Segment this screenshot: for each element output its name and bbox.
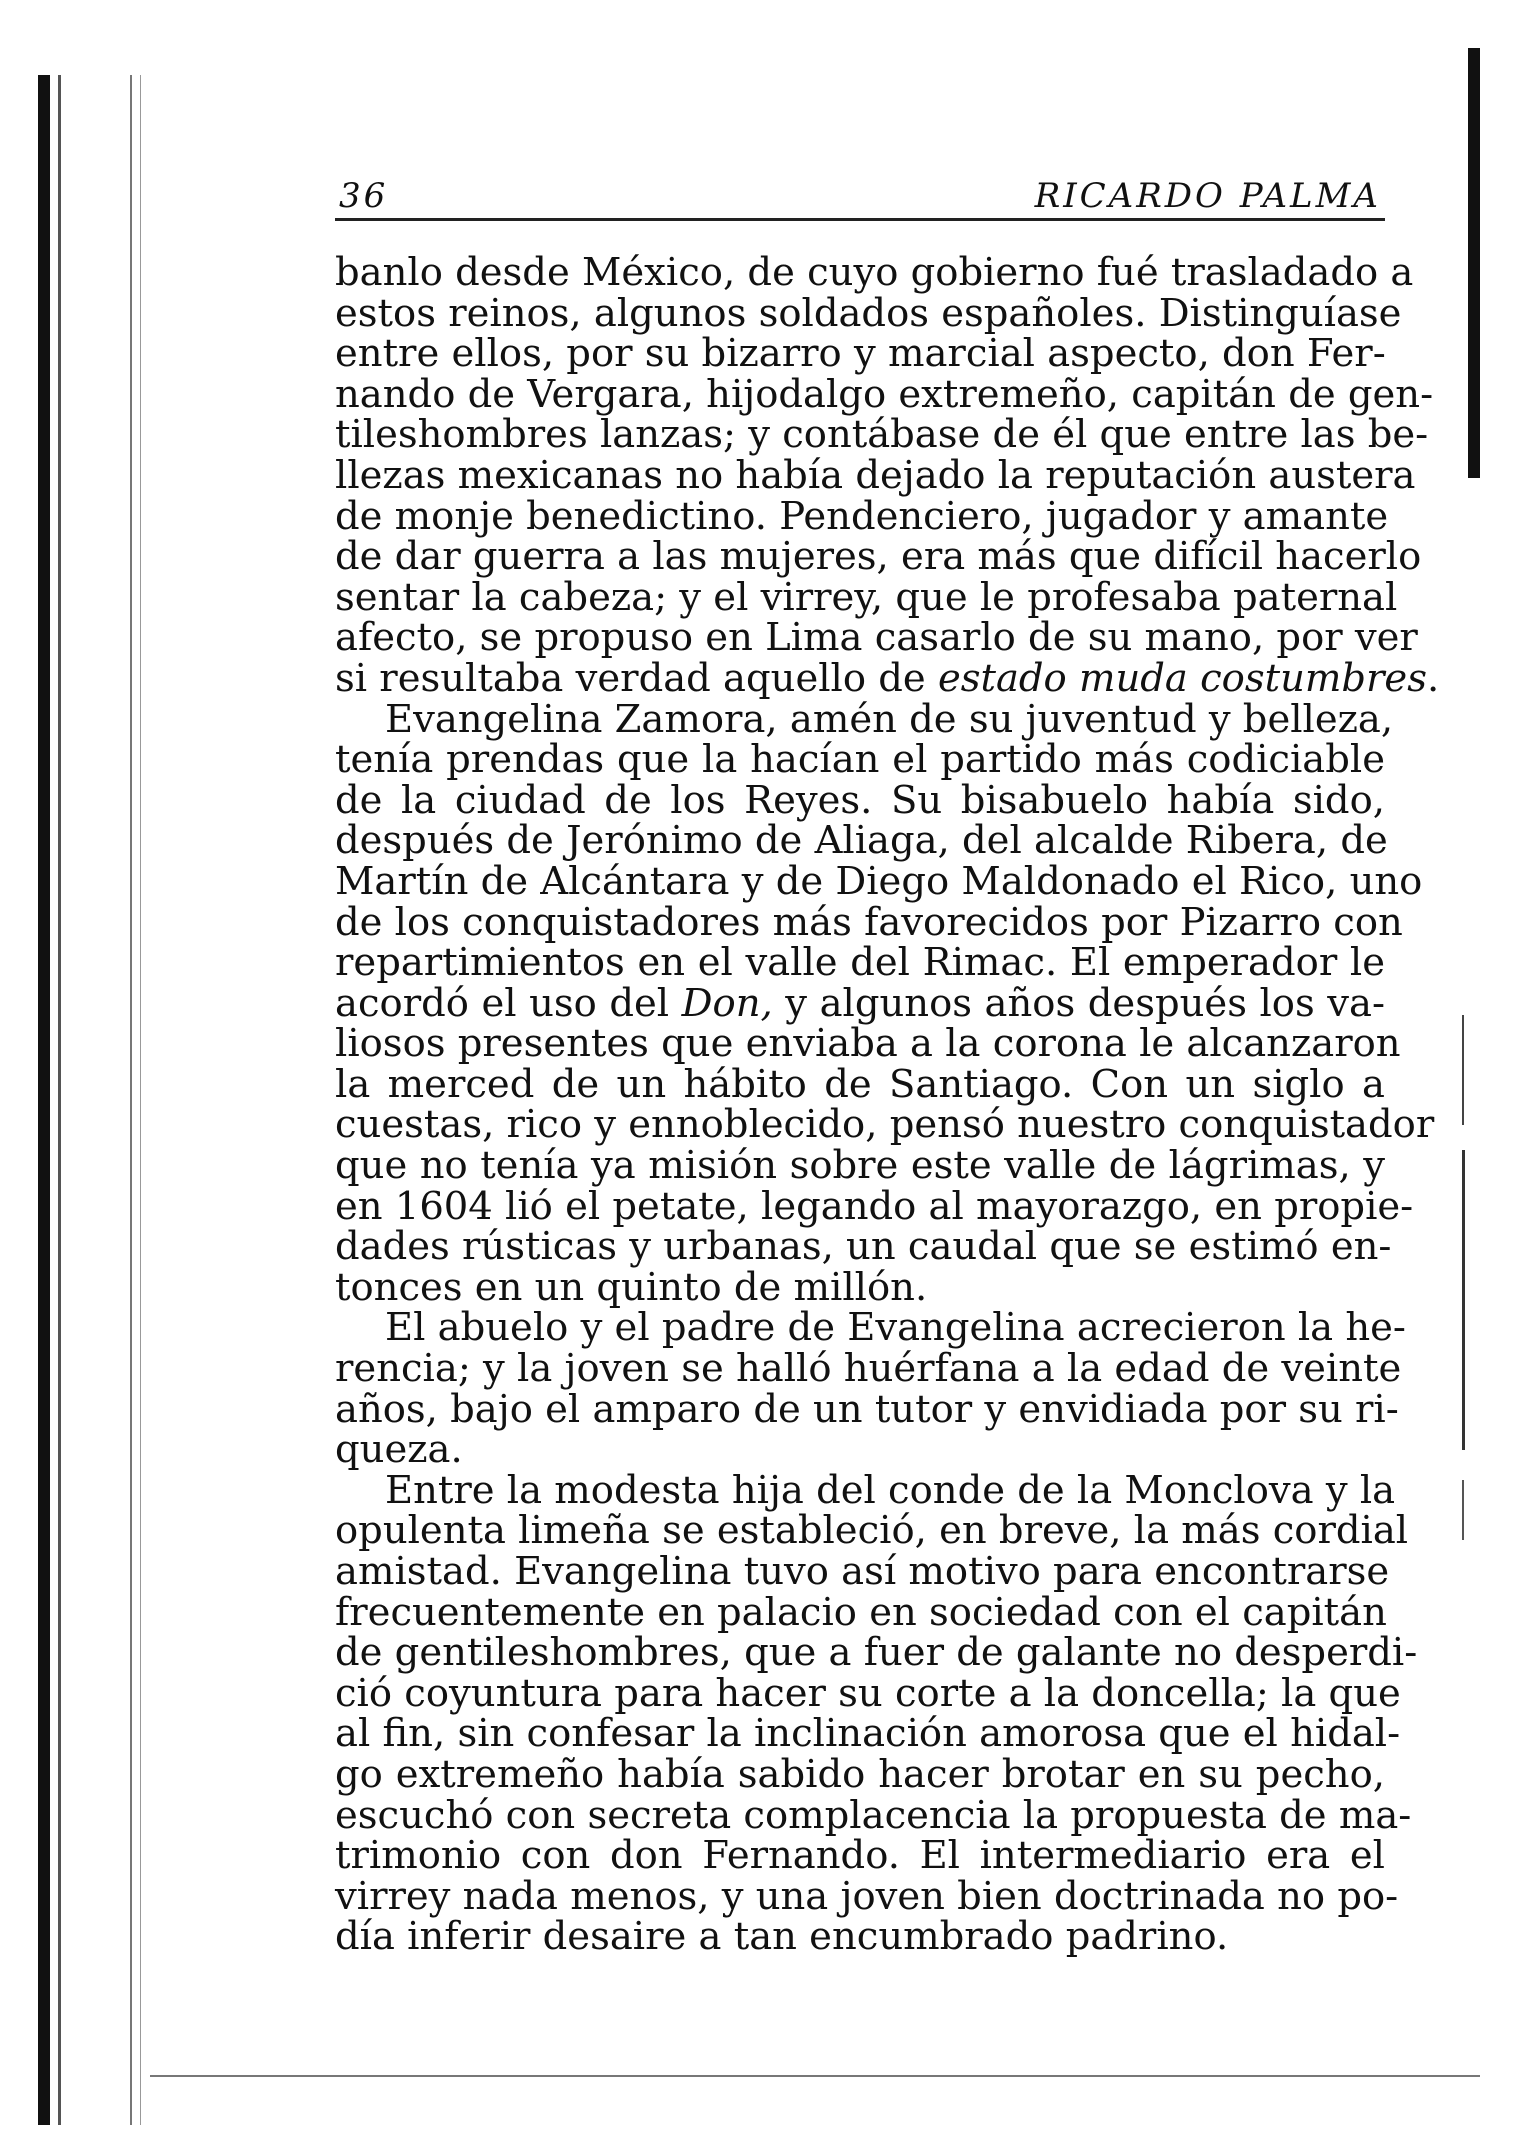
text-line: liosos presentes que enviaba a la corona le alcanzaron [335, 1021, 1401, 1067]
text-line: tenía prendas que la hacían el partido más codiciable [335, 737, 1385, 783]
right-edge-tick-1 [1462, 1015, 1464, 1125]
text-line: opulenta limeña se estableció, en breve, la más cordial [335, 1508, 1409, 1554]
body-text [335, 250, 1440, 1960]
text-line: amistad. Evangelina tuvo así motivo para encontrarse [335, 1549, 1390, 1594]
text-line: sentar la cabeza; y el virrey, que le profesaba paternal [335, 574, 1398, 620]
binding-shadow-thin [58, 75, 61, 2125]
text-line: rencia; y la joven se halló huérfana a la edad de veinte [335, 1346, 1402, 1392]
paragraph-1 [335, 250, 1440, 701]
text-line: de monje benedictino. Pendenciero, jugador y amante [335, 493, 1389, 539]
page-number: 36 [339, 176, 389, 216]
text-line: ció coyuntura para hacer su corte a la doncella; la que [335, 1670, 1401, 1716]
text-line: Martín de Alcántara y de Diego Maldonado el Rico, uno [335, 858, 1423, 904]
text-line: en 1604 lió el petate, legando al mayorazgo, en propie- [335, 1183, 1414, 1229]
right-edge-tick-2 [1462, 1150, 1465, 1450]
text-line: banlo desde México, de cuyo gobierno fué trasladado a [335, 250, 1414, 295]
running-head: RICARDO PALMA [1034, 176, 1381, 216]
text-line: tileshombres lanzas; y contábase de él que entre las be- [335, 412, 1429, 458]
text-line: entre ellos, por su bizarro y marcial aspecto, don Fer- [335, 331, 1386, 377]
text-run: y algunos años después los va- [772, 980, 1385, 1026]
italic-word: Don, [681, 980, 773, 1026]
paragraph-3 [335, 1305, 1406, 1473]
text-line: trimonio con don Fernando. El intermediario era el [335, 1833, 1385, 1879]
text-run: si resultaba verdad aquello de [335, 655, 938, 701]
book-page [335, 170, 1440, 1960]
text-run: . [1426, 655, 1440, 701]
text-line: repartimientos en el valle del Rimac. El emperador le [335, 940, 1385, 986]
text-line: Entre la modesta hija del conde de la Monclova y la [385, 1467, 1396, 1513]
text-line: El abuelo y el padre de Evangelina acrecieron la he- [385, 1305, 1406, 1351]
right-edge-bar [1468, 48, 1480, 478]
text-line: de gentileshombres, que a fuer de galante no desperdi- [335, 1630, 1418, 1676]
text-line: años, bajo el amparo de un tutor y envidiada por su ri- [335, 1386, 1399, 1432]
paragraph-2 [335, 696, 1435, 1310]
text-line: virrey nada menos, y una joven bien doctrinada no po- [335, 1873, 1399, 1919]
text-line: de los conquistadores más favorecidos por Pizarro con [335, 899, 1403, 945]
bottom-rule [150, 2075, 1480, 2077]
text-line: dades rústicas y urbanas, un caudal que se estimó en- [335, 1224, 1392, 1270]
paragraph-4 [335, 1467, 1418, 1960]
text-line: al fin, sin confesar la inclinación amorosa que el hidal- [335, 1711, 1401, 1757]
italic-phrase: estado muda costumbres [937, 655, 1427, 701]
binding-shadow-thick [38, 75, 50, 2125]
text-line: nando de Vergara, hijodalgo extremeño, capitán de gen- [335, 371, 1434, 417]
text-line: día inferir desaire a tan encumbrado padrino. [335, 1914, 1229, 1960]
text-line [335, 655, 1440, 701]
page-header [335, 170, 1385, 221]
right-edge-tick-3 [1462, 1480, 1464, 1540]
text-line: go extremeño había sabido hacer brotar en su pecho, [335, 1751, 1385, 1797]
text-line: frecuentemente en palacio en sociedad con el capitán [335, 1589, 1387, 1635]
text-line: afecto, se propuso en Lima casarlo de su mano, por ver [335, 615, 1418, 661]
text-line: queza. [335, 1427, 463, 1473]
text-line: escuchó con secreta complacencia la propuesta de ma- [335, 1792, 1412, 1838]
text-line: que no tenía ya misión sobre este valle de lágrimas, y [335, 1143, 1385, 1189]
text-line: de dar guerra a las mujeres, era más que difícil hacerlo [335, 534, 1422, 580]
text-line: estos reinos, algunos soldados españoles. Distinguíase [335, 290, 1402, 336]
text-line: de la ciudad de los Reyes. Su bisabuelo había sido, [335, 777, 1385, 823]
text-line [335, 980, 1385, 1026]
binding-line-2 [140, 75, 141, 2125]
text-line: después de Jerónimo de Aliaga, del alcalde Ribera, de [335, 818, 1388, 864]
text-line: cuestas, rico y ennoblecido, pensó nuestro conquistador [335, 1102, 1435, 1148]
text-line: llezas mexicanas no había dejado la reputación austera [335, 452, 1416, 498]
text-line: tonces en un quinto de millón. [335, 1264, 928, 1310]
text-line: la merced de un hábito de Santiago. Con un siglo a [335, 1061, 1385, 1107]
text-run: acordó el uso del [335, 980, 682, 1026]
text-line: Evangelina Zamora, amén de su juventud y belleza, [385, 696, 1394, 742]
binding-line-1 [130, 75, 132, 2125]
